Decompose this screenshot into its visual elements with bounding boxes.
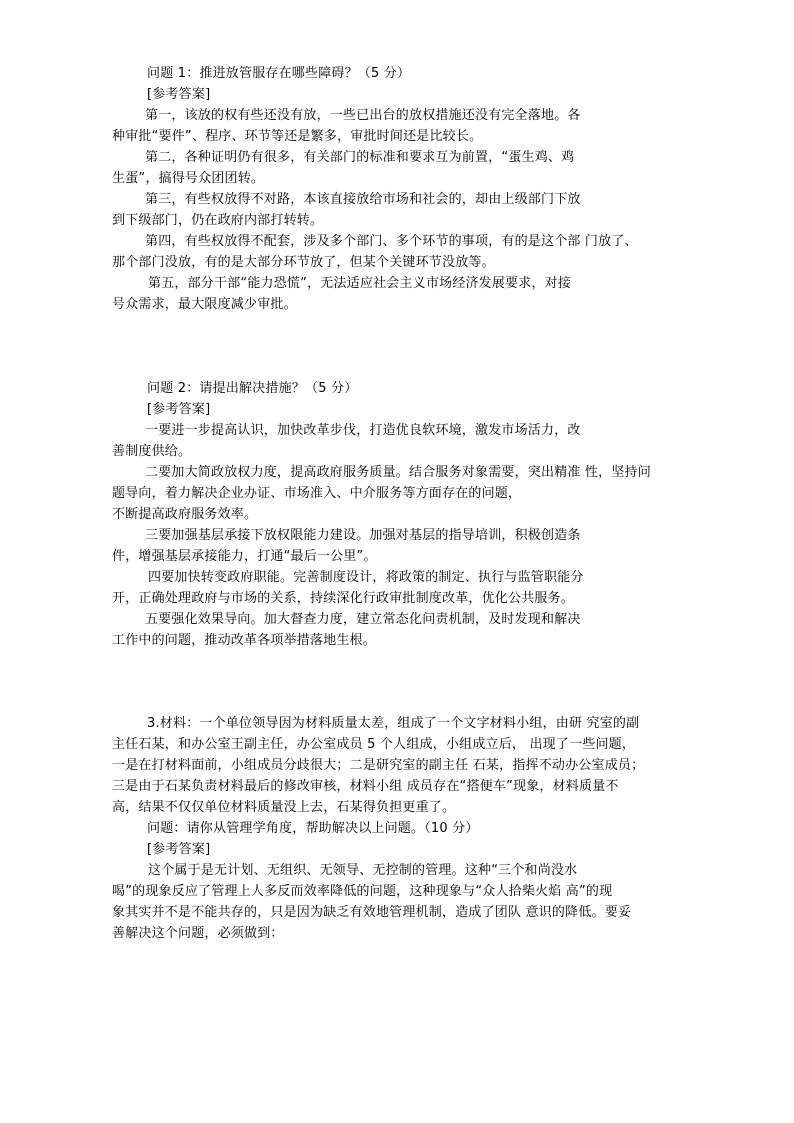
answer-2-line: 五要强化效果导向。加大督查力度，建立常态化问责机制，及时发现和解决 — [145, 612, 581, 627]
material-line: 主任石某，和办公室王副主任，办公室成员 5 个人组成，小组成立后， 出现了一些问题， — [112, 737, 636, 752]
answer-3-line: 象其实并不是不能共存的，只是因为缺乏有效地管理机制，造成了团队 意识的降低。要妥 — [112, 905, 632, 920]
material-line: 一是在打材料面前，小组成员分歧很大；二是研究室的副主任 石某，指挥不动办公室成员； — [112, 758, 645, 773]
answer-1-line: 第四，有些权放得不配套，涉及多个部门、多个环节的事项，有的是这个部 门放了、 — [145, 234, 638, 249]
answer-1-line: 种审批“要件”、程序、环节等还是繁多，审批时间还是比较长。 — [112, 129, 483, 144]
question-3-title: 问题：请你从管理学角度，帮助解决以上问题。（10 分） — [147, 821, 479, 836]
answer-1-line: 第一，该放的权有些还没有放，一些已出台的放权措施还没有完全落地。各 — [145, 108, 581, 123]
answer-2-line: 件，增强基层承接能力，打通“最后一公里”。 — [112, 549, 377, 564]
answer-3-line: 喝”的现象反应了管理上人多反而效率降低的问题，这种现象与“众人拾柴火焰 高”的现 — [112, 884, 613, 899]
answer-2-line: 开，正确处理政府与市场的关系，持续深化行政审批制度改革，优化公共服务。 — [112, 591, 575, 606]
answer-1-line: 那个部门没放，有的是大部分环节放了，但某个关键环节没放等。 — [112, 255, 495, 270]
question-3-answer-label: [参考答案] — [147, 842, 211, 857]
answer-2-line: 工作中的问题，推动改革各项举措落地生根。 — [112, 633, 377, 648]
answer-2-line: 题导向，着力解决企业办证、市场准入、中介服务等方面存在的问题， — [112, 486, 522, 501]
answer-2-line: 四要加快转变政府职能。完善制度设计，将政策的制定、执行与监管职能分 — [148, 570, 584, 585]
answer-1-line: 到下级部门，仍在政府内部打转转。 — [112, 213, 324, 228]
answer-1-line: 生蛋”，搞得号众团团转。 — [112, 171, 265, 186]
answer-2-line: 三要加强基层承接下放权限能力建设。加强对基层的指导培训，积极创造条 — [145, 528, 581, 543]
question-1-answer-label: [参考答案] — [147, 87, 211, 102]
question-2-answer-label: [参考答案] — [147, 402, 211, 417]
question-1-title: 问题 1：推进放管服存在哪些障碍？（5 分） — [147, 66, 411, 81]
answer-1-line: 号众需求，最大限度减少审批。 — [112, 297, 297, 312]
answer-3-line: 善解决这个问题，必须做到： — [112, 926, 284, 941]
answer-2-line: 一要进一步提高认识，加快改革步伐，打造优良软环境，激发市场活力，改 — [145, 423, 581, 438]
answer-1-line: 第五，部分干部“能力恐慌”，无法适应社会主义市场经济发展要求，对接 — [148, 276, 572, 291]
answer-2-line: 善制度供给。 — [112, 444, 192, 459]
answer-2-line: 不断提高政府服务效率。 — [112, 507, 258, 522]
answer-1-line: 第三，有些权放得不对路，本该直接放给市场和社会的，却由上级部门下放 — [145, 192, 581, 207]
material-line: 三是由于石某负责材料最后的修改审核，材料小组 成员存在“搭便车”现象，材料质量不 — [112, 779, 619, 794]
answer-2-line: 二要加大简政放权力度，提高政府服务质量。结合服务对象需要，突出精准 性，坚持问 — [145, 465, 651, 480]
answer-3-line: 这个属于是无计划、无组织、无领导、无控制的管理。这种“三个和尚没水 — [148, 863, 578, 878]
material-line: 3.材料：一个单位领导因为材料质量太差，组成了一个文字材料小组，由研 究室的副 — [147, 716, 640, 731]
answer-1-line: 第二，各种证明仍有很多，有关部门的标准和要求互为前置，“蛋生鸡、鸡 — [145, 150, 575, 165]
material-line: 高，结果不仅仅单位材料质量没上去，石某得负担更重了。 — [112, 800, 456, 815]
question-2-title: 问题 2：请提出解决措施？（5 分） — [147, 381, 358, 396]
